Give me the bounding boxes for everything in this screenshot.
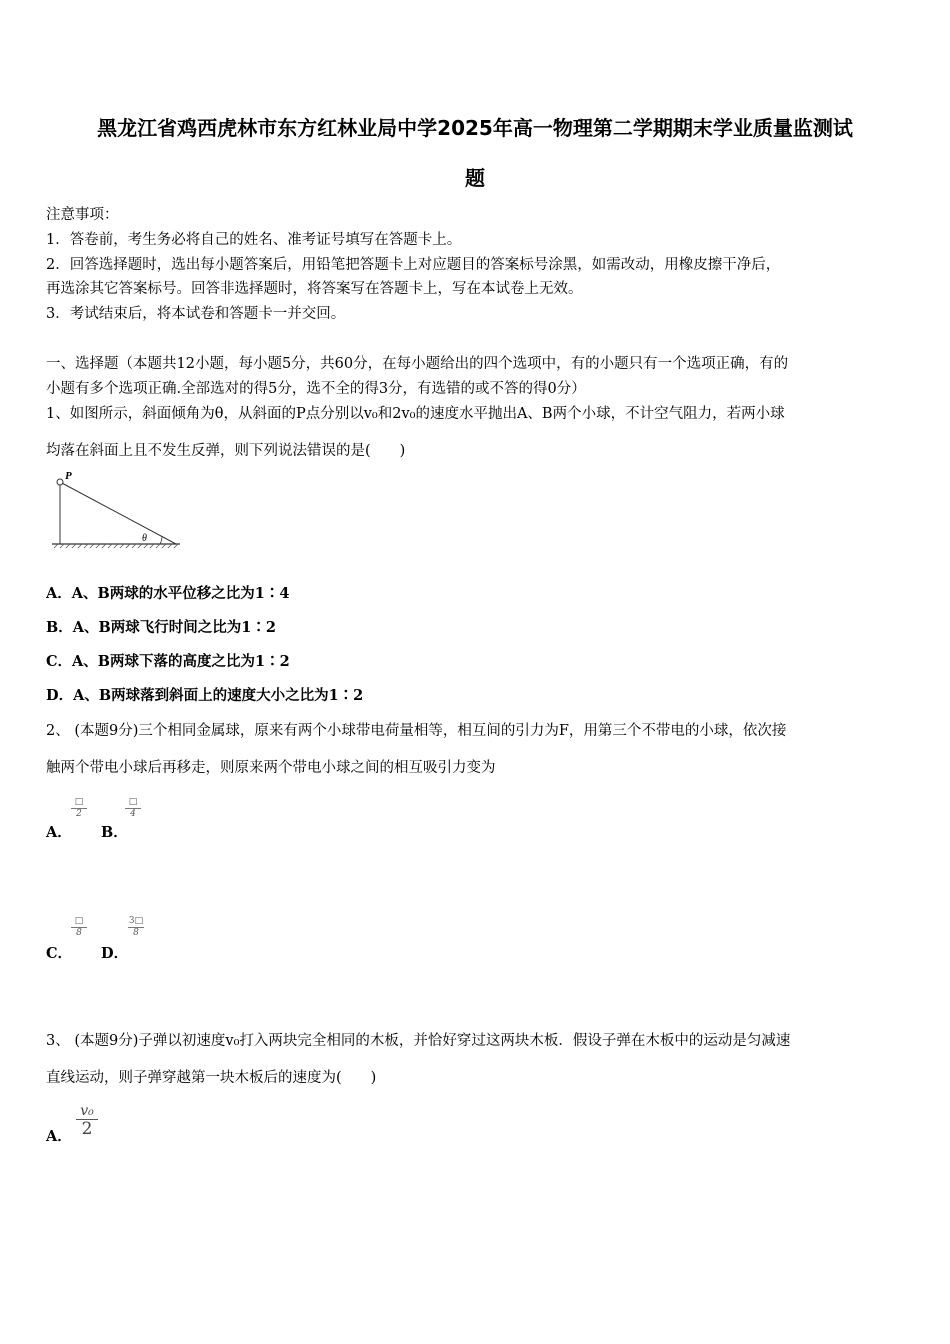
question-2-option-c-fraction [71, 916, 87, 939]
question-3-line-2: 直线运动，则子弹穿越第一块木板后的速度为( ) [46, 1070, 377, 1086]
fraction-denominator: 8 [76, 928, 82, 938]
question-3-option-a-fraction [76, 1103, 98, 1138]
question-1-option-d: D．A、B两球落到斜面上的速度大小之比为1∶2 [46, 687, 364, 704]
section-instructions-line-1: 一、选择题（本题共12小题，每小题5分，共60分，在每小题给出的四个选项中，有的小题只有一个选项正确，有的 [46, 356, 789, 372]
question-2-option-a-fraction [71, 797, 87, 820]
question-2-option-c-label: C． [46, 945, 73, 962]
question-1-option-c: C．A、B两球下落的高度之比为1∶2 [46, 653, 290, 670]
fraction-denominator: 8 [133, 928, 139, 938]
incline-figure [50, 468, 185, 550]
question-1-line-1: 1、如图所示，斜面倾角为θ，从斜面的P点分别以v₀和2v₀的速度水平抛出A、B两个小球，不计空气阻力，若两小球 [46, 406, 785, 422]
fraction-numerator: v₀ [76, 1103, 98, 1120]
fraction-numerator: 3□ [128, 916, 144, 926]
launch-point-marker [57, 479, 63, 485]
notice-item-1: 1．答卷前，考生务必将自己的姓名、准考证号填写在答题卡上。 [46, 232, 462, 248]
document-title-line-1: 黑龙江省鸡西虎林市东方红林业局中学2025年高一物理第二学期期末学业质量监测试 [97, 116, 853, 140]
notice-item-2-continued: 再选涂其它答案标号。回答非选择题时，将答案写在答题卡上，写在本试卷上无效。 [46, 281, 583, 297]
document-title-line-2: 题 [465, 166, 485, 190]
fraction-denominator: 2 [81, 1119, 93, 1139]
question-3-line-1: 3、 (本题9分)子弹以初速度v₀打入两块完全相同的木板，并恰好穿过这两块木板．假设子弹在木板中的运动是匀减速 [46, 1033, 791, 1049]
fraction-numerator: □ [71, 797, 87, 809]
question-2-option-a-label: A． [46, 824, 72, 841]
point-p-label: P [65, 470, 72, 482]
question-3-option-a-label: A． [46, 1128, 72, 1145]
question-2-option-d-fraction [128, 916, 144, 939]
incline-slope [60, 482, 176, 544]
notice-item-3: 3．考试结束后，将本试卷和答题卡一并交回。 [46, 306, 346, 322]
question-2-option-b-label: B． [101, 824, 128, 841]
fraction-numerator: □ [125, 797, 141, 809]
question-2-option-d-label: D． [101, 945, 129, 962]
section-instructions-line-2: 小题有多个选项正确.全部选对的得5分，选不全的得3分，有选错的或不答的得0分） [46, 381, 586, 397]
question-2-line-1: 2、 (本题9分)三个相同金属球，原来有两个小球带电荷量相等，相互间的引力为F，用第三个不带电的小球，依次接 [46, 723, 787, 739]
question-1-line-2: 均落在斜面上且不发生反弹，则下列说法错误的是( ) [46, 443, 406, 459]
question-2-option-b-fraction [125, 797, 141, 820]
question-1-option-a: A．A、B两球的水平位移之比为1∶4 [46, 585, 290, 602]
fraction-numerator: □ [71, 916, 87, 928]
angle-arc [160, 536, 162, 544]
angle-theta-label: θ [142, 533, 147, 544]
notice-item-2: 2．回答选择题时，选出每小题答案后，用铅笔把答题卡上对应题目的答案标号涂黑，如需改动，用橡皮擦干净后， [46, 257, 781, 273]
question-1-option-b: B．A、B两球飞行时间之比为1∶2 [46, 619, 276, 636]
question-2-line-2: 触两个带电小球后再移走，则原来两个带电小球之间的相互吸引力变为 [46, 760, 496, 776]
fraction-denominator: 2 [76, 809, 82, 819]
fraction-denominator: 4 [130, 809, 136, 819]
notice-heading: 注意事项： [46, 207, 119, 223]
